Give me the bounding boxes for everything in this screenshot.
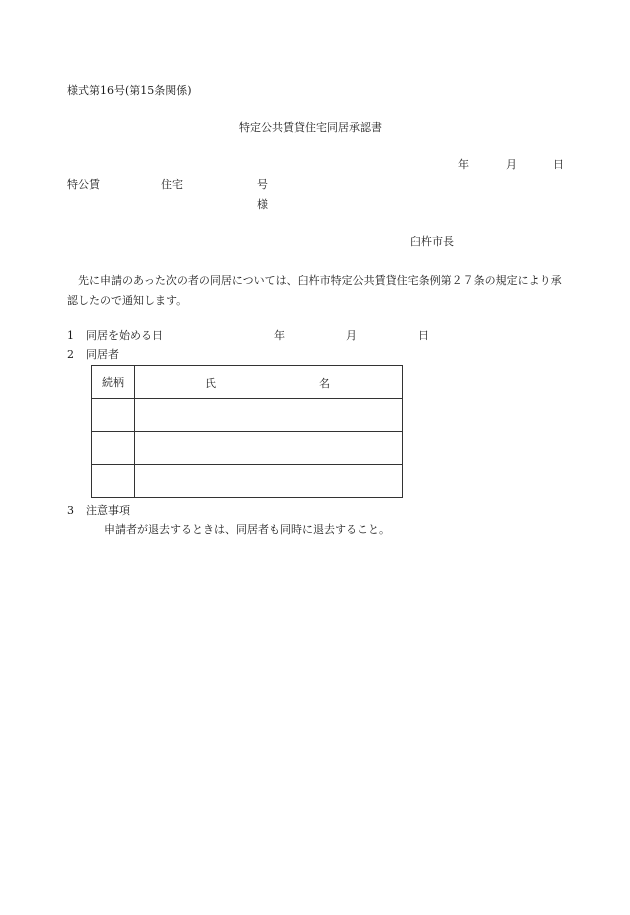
name-cell[interactable] — [135, 399, 403, 432]
relation-cell[interactable] — [92, 399, 135, 432]
item3-note: 申請者が退去するときは、同居者も同時に退去すること。 — [104, 523, 390, 536]
name-cell[interactable] — [135, 432, 403, 465]
body-text: 先に申請のあった次の者の同居については、臼杵市特定公共賃貸住宅条例第２７条の規定により承認したので通知します。 — [67, 274, 562, 307]
addressee-number-label: 号 — [257, 178, 268, 191]
form-number: 様式第16号(第15条関係) — [67, 84, 192, 97]
header-given-name: 名 — [319, 377, 330, 390]
item3-label: 注意事項 — [86, 504, 130, 517]
item1-day-label: 日 — [418, 329, 429, 342]
table-row — [92, 432, 403, 465]
document-title: 特定公共賃貸住宅同居承認書 — [239, 121, 382, 134]
header-family-name: 氏 — [205, 377, 216, 390]
item2-label: 同居者 — [86, 348, 119, 361]
date-month-label: 月 — [506, 158, 517, 171]
issuer: 臼杵市長 — [410, 235, 454, 248]
addressee-housing-label: 住宅 — [161, 178, 183, 191]
addressee-housing-type: 特公賃 — [67, 178, 100, 191]
item1-year-label: 年 — [274, 329, 285, 342]
item1-label: 同居を始める日 — [86, 329, 163, 342]
table-row — [92, 399, 403, 432]
relation-cell[interactable] — [92, 465, 135, 498]
item2-number: 2 — [67, 348, 74, 361]
addressee-honorific: 様 — [257, 198, 268, 211]
table-header-row — [92, 366, 403, 399]
cohabitant-table — [91, 365, 403, 498]
date-day-label: 日 — [553, 158, 564, 171]
header-relation: 続柄 — [92, 366, 135, 399]
header-name — [135, 366, 403, 399]
date-year-label: 年 — [458, 158, 469, 171]
item1-month-label: 月 — [346, 329, 357, 342]
table-row — [92, 465, 403, 498]
item3-number: 3 — [67, 504, 74, 517]
relation-cell[interactable] — [92, 432, 135, 465]
item1-number: 1 — [67, 329, 74, 342]
name-cell[interactable] — [135, 465, 403, 498]
